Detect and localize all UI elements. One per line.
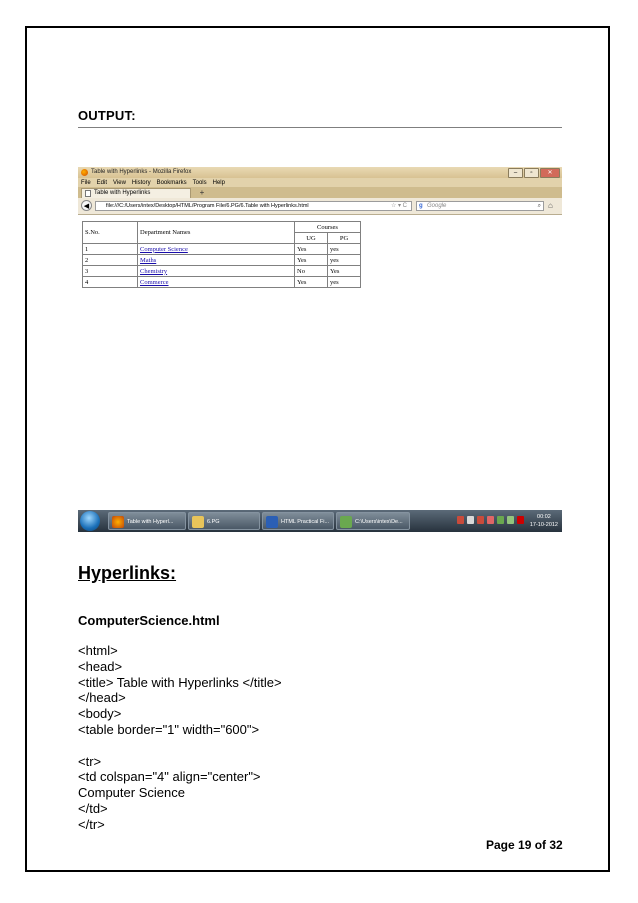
menu-help[interactable]: Help bbox=[212, 179, 225, 186]
dept-link[interactable]: Maths bbox=[140, 256, 157, 264]
menu-file[interactable]: File bbox=[81, 179, 91, 186]
table-row bbox=[83, 255, 361, 266]
cell-sno: 4 bbox=[83, 277, 138, 288]
search-icon[interactable]: ⌕ bbox=[537, 203, 541, 209]
menu-tools[interactable]: Tools bbox=[192, 179, 207, 186]
application-icon bbox=[340, 516, 352, 528]
output-divider bbox=[78, 127, 562, 128]
file-name-heading: ComputerScience.html bbox=[78, 613, 220, 628]
tray-icon[interactable] bbox=[457, 516, 464, 524]
code-line: <html> bbox=[78, 643, 118, 658]
cell-dept bbox=[138, 277, 295, 288]
tab-table-with-hyperlinks[interactable] bbox=[81, 188, 191, 198]
start-button[interactable] bbox=[80, 511, 100, 531]
cell-dept bbox=[138, 244, 295, 255]
page-number-footer: Page 19 of 32 bbox=[486, 838, 563, 852]
clock-time: 00:02 bbox=[537, 514, 551, 520]
navigation-bar bbox=[78, 198, 562, 215]
home-icon[interactable]: ⌂ bbox=[548, 201, 553, 210]
code-line: <tr> bbox=[78, 753, 102, 769]
cell-ug: No bbox=[295, 266, 328, 277]
cell-sno: 3 bbox=[83, 266, 138, 277]
cell-pg: yes bbox=[328, 255, 361, 266]
tray-icon[interactable] bbox=[467, 516, 474, 524]
clock-date: 17-10-2012 bbox=[529, 522, 558, 528]
cell-ug: Yes bbox=[295, 255, 328, 266]
url-bar[interactable] bbox=[95, 201, 412, 211]
table-row bbox=[83, 244, 361, 255]
system-tray bbox=[457, 516, 524, 524]
table-row bbox=[83, 222, 361, 233]
menu-edit[interactable]: Edit bbox=[96, 179, 108, 186]
taskbar-item-word[interactable] bbox=[262, 512, 334, 530]
code-line: </tr> bbox=[78, 816, 105, 832]
page-content bbox=[78, 215, 562, 510]
code-line: <title> Table with Hyperlinks </title> bbox=[78, 674, 282, 690]
table-row bbox=[83, 266, 361, 277]
cell-pg: yes bbox=[328, 277, 361, 288]
header-ug: UG bbox=[295, 233, 328, 244]
cell-sno: 1 bbox=[83, 244, 138, 255]
tab-bar bbox=[78, 187, 562, 198]
code-line bbox=[78, 738, 282, 754]
page-icon bbox=[85, 190, 91, 197]
menu-history[interactable]: History bbox=[131, 179, 151, 186]
dept-link[interactable]: Computer Science bbox=[140, 245, 188, 253]
tray-icon[interactable] bbox=[507, 516, 514, 524]
cell-pg: yes bbox=[328, 244, 361, 255]
search-input[interactable] bbox=[416, 201, 544, 211]
tray-icon[interactable] bbox=[497, 516, 504, 524]
word-icon bbox=[266, 516, 278, 528]
cell-sno: 2 bbox=[83, 255, 138, 266]
bookmark-star-icon[interactable]: ☆ ▾ C bbox=[390, 203, 407, 209]
header-dept: Department Names bbox=[138, 222, 295, 244]
taskbar-item-label: 6.PG bbox=[207, 519, 220, 525]
code-listing bbox=[78, 643, 282, 833]
taskbar-clock[interactable] bbox=[530, 513, 558, 529]
cell-ug: Yes bbox=[295, 244, 328, 255]
code-line: </td> bbox=[78, 800, 108, 816]
browser-screenshot bbox=[78, 167, 562, 532]
code-line: <head> bbox=[78, 658, 123, 674]
output-heading: OUTPUT: bbox=[78, 108, 136, 123]
dept-link[interactable]: Chemistry bbox=[140, 267, 168, 275]
departments-table bbox=[82, 221, 361, 288]
taskbar-item-label: C:\Users\intex\De... bbox=[355, 519, 403, 525]
tray-icon[interactable] bbox=[487, 516, 494, 524]
window-title: Table with Hyperlinks - Mozilla Firefox bbox=[91, 169, 192, 175]
search-placeholder: Google bbox=[427, 203, 447, 209]
close-icon[interactable]: ✕ bbox=[540, 168, 560, 178]
cell-dept bbox=[138, 266, 295, 277]
hyperlinks-heading: Hyperlinks: bbox=[78, 563, 177, 583]
minimize-icon[interactable]: – bbox=[508, 168, 523, 178]
firefox-icon bbox=[112, 516, 124, 528]
taskbar-item-explorer[interactable] bbox=[336, 512, 410, 530]
code-line: <body> bbox=[78, 706, 122, 722]
firefox-logo-icon bbox=[81, 169, 88, 176]
header-pg: PG bbox=[328, 233, 361, 244]
menu-bar bbox=[78, 178, 562, 187]
code-line: </head> bbox=[78, 690, 126, 706]
code-line: Computer Science bbox=[78, 785, 185, 801]
back-arrow-icon[interactable]: ◀ bbox=[81, 200, 92, 211]
url-text: file:///C:/Users/intex/Desktop/HTML/Program File/6.PG/6.Table with Hyperlinks.html bbox=[106, 203, 309, 209]
taskbar-item-label: HTML Practical Fi... bbox=[281, 519, 330, 525]
new-tab-button[interactable]: + bbox=[199, 188, 205, 197]
code-line: <table border="1" width="600"> bbox=[78, 721, 260, 737]
dept-link[interactable]: Commerce bbox=[140, 278, 169, 286]
cell-pg: Yes bbox=[328, 266, 361, 277]
menu-bookmarks[interactable]: Bookmarks bbox=[156, 179, 187, 186]
windows-taskbar bbox=[78, 510, 562, 532]
google-icon: g bbox=[419, 203, 423, 209]
menu-view[interactable]: View bbox=[113, 179, 126, 186]
header-courses: Courses bbox=[295, 222, 361, 233]
folder-icon bbox=[192, 516, 204, 528]
taskbar-item-firefox[interactable] bbox=[108, 512, 186, 530]
cell-dept bbox=[138, 255, 295, 266]
tray-icon[interactable] bbox=[517, 516, 524, 524]
maximize-icon[interactable]: ▫ bbox=[524, 168, 539, 178]
cell-ug: Yes bbox=[295, 277, 328, 288]
taskbar-item-folder[interactable] bbox=[188, 512, 260, 530]
table-row bbox=[83, 277, 361, 288]
window-titlebar bbox=[78, 167, 562, 178]
header-sno: S.No. bbox=[83, 222, 138, 244]
taskbar-item-label: Table with Hyperl... bbox=[127, 519, 174, 525]
tray-icon[interactable] bbox=[477, 516, 484, 524]
tab-label: Table with Hyperlinks bbox=[94, 190, 151, 196]
code-line: <td colspan="4" align="center"> bbox=[78, 769, 261, 785]
